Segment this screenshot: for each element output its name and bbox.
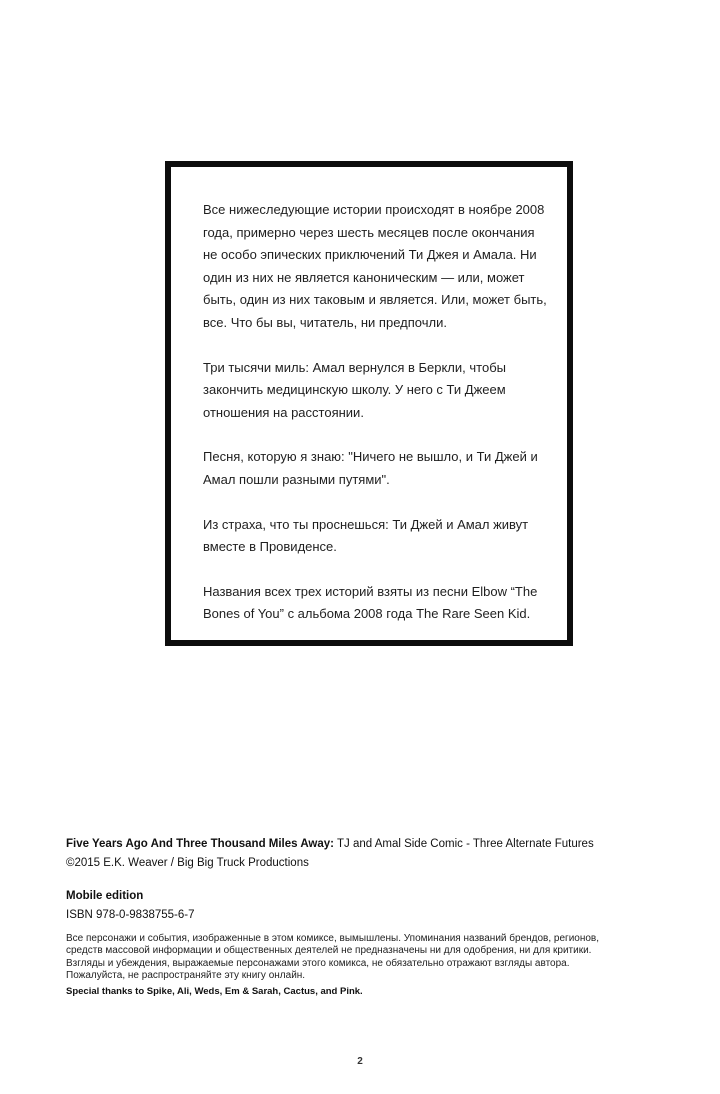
book-title-main: Five Years Ago And Three Thousand Miles Away:	[66, 838, 334, 850]
book-title	[66, 835, 656, 854]
special-thanks: Special thanks to Spike, Ali, Weds, Em & Sarah, Cactus, and Pink.	[66, 985, 363, 997]
edition-label: Mobile edition	[66, 890, 144, 902]
isbn: ISBN 978-0-9838755-6-7	[66, 909, 195, 921]
book-title-subtitle: TJ and Amal Side Comic - Three Alternate Futures	[333, 838, 594, 850]
intro-text	[203, 199, 548, 648]
disclaimer: Все персонажи и события, изображенные в этом комиксе, вымышлены. Упоминания названий брендов, регионов, средств массовой информации и общественных деятелей не предназначены ни для одобрения, ни для критики. Взгляды и убеждения, выражаемые персонажами этого комикса, не обязательно отражают взгляды автора. Пожалуйста, не распространяйте эту книгу онлайн.	[66, 933, 600, 982]
intro-paragraph-2: Три тысячи миль: Амал вернулся в Беркли, чтобы закончить медицинскую школу. У него с Ти Джеем отношения на расстоянии.	[203, 359, 506, 420]
intro-paragraph-3: Песня, которую я знаю: "Ничего не вышло, и Ти Джей и Амал пошли разными путями".	[203, 449, 538, 487]
copyright-notice: ©2015 E.K. Weaver / Big Big Truck Productions	[66, 857, 309, 869]
colophon	[66, 835, 656, 998]
page-number: 2	[357, 1056, 363, 1067]
intro-paragraph-1: Все нижеследующие истории происходят в ноябре 2008 года, примерно через шесть месяцев после окончания не особо эпических приключений Ти Джея и Амала. Ни один из них не является каноническим — или, может быть, один из них таковым и является. Или, может быть, все. Что бы вы, читатель, ни предпочли.	[203, 202, 547, 330]
edition-info	[66, 887, 656, 925]
intro-frame	[165, 161, 573, 646]
intro-paragraph-4: Из страха, что ты проснешься: Ти Джей и Амал живут вместе в Провиденсе.	[203, 516, 529, 555]
intro-paragraph-5: Названия всех трех историй взяты из песни Elbow “The Bones of You” с альбома 2008 года The Rare Seen Kid.	[203, 583, 538, 622]
